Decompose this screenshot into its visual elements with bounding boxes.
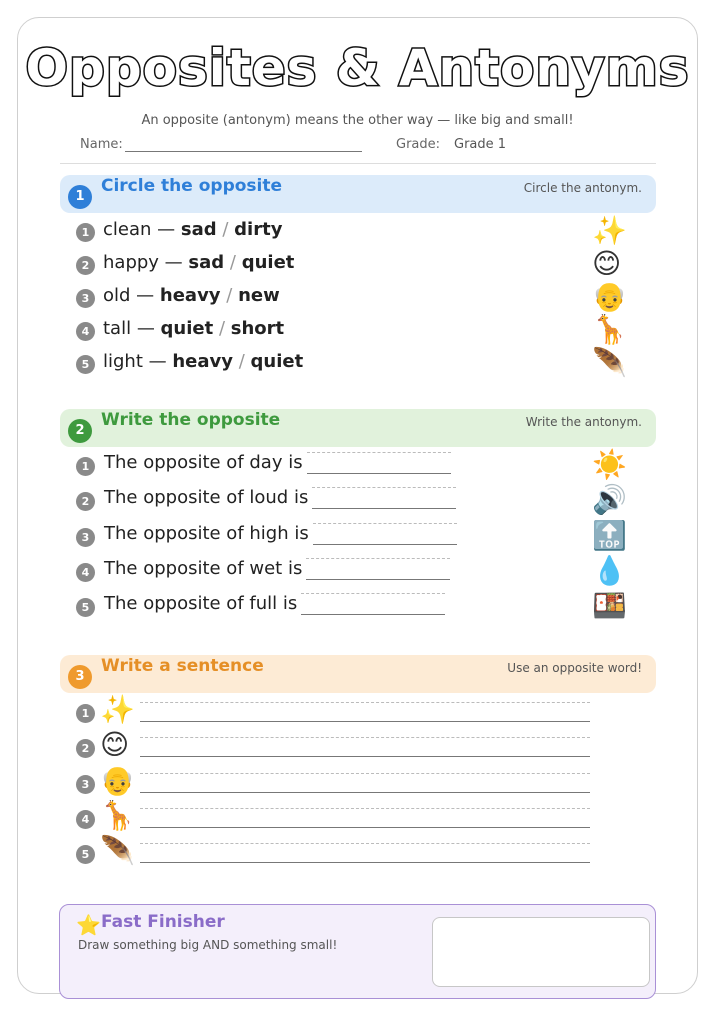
slash: / [229,252,236,273]
picture-icon: 🔝 [592,519,627,552]
slash: / [238,351,245,372]
grade-row [396,137,506,152]
fast-finisher-title: Fast Finisher [101,912,225,932]
slash: / [222,219,229,240]
prompt: The opposite of high is [104,523,309,544]
section-title: Write the opposite [101,410,281,430]
section-number: 1 [68,185,92,209]
list-item [74,589,664,626]
section-number: 2 [68,419,92,443]
item-number: 3 [76,775,95,794]
item-number: 3 [76,289,95,308]
drawing-area[interactable] [432,917,650,987]
page-title: Opposites & Antonyms [25,39,690,97]
picture-icon: 👴 [100,764,135,797]
answer-blank[interactable] [306,558,450,580]
picture-icon: 👴 [592,280,627,313]
name-row [80,137,362,152]
section-write-sentence-header [60,655,656,693]
answer-blank[interactable] [307,452,451,474]
item-number: 1 [76,457,95,476]
sentence-writing-line[interactable] [140,843,590,863]
picture-icon: 🪶 [592,346,627,379]
star-icon: ⭐ [76,913,101,937]
option-1[interactable]: heavy [159,285,221,306]
list-item [74,483,664,520]
dash: — [131,318,161,339]
option-2[interactable]: quiet [250,351,304,372]
slash: / [226,285,233,306]
item-number: 2 [76,256,95,275]
fast-finisher-description: Draw something big AND something small! [78,938,338,952]
option-1[interactable]: sad [180,219,217,240]
item-number: 4 [76,322,95,341]
header-divider [60,163,656,164]
word: tall [103,318,132,339]
word: old [103,285,131,306]
dash: — [142,351,173,372]
picture-icon: 💧 [592,554,627,587]
item-text [103,285,280,306]
picture-icon: 😊 [100,728,130,761]
word: happy [103,252,159,273]
option-2[interactable]: new [238,285,280,306]
slash: / [218,318,226,339]
word: light [103,351,143,372]
item-text [103,351,303,372]
prompt: The opposite of full is [104,593,298,614]
name-field[interactable] [125,137,362,152]
list-item [74,448,664,485]
picture-icon: ✨ [592,214,627,247]
list-item [74,214,664,247]
item-text [104,487,456,509]
list-item [74,728,594,767]
prompt: The opposite of day is [104,452,303,473]
answer-blank[interactable] [301,593,445,615]
name-label: Name: [80,137,123,152]
section-title: Circle the opposite [101,176,283,196]
item-number: 5 [76,845,95,864]
picture-icon: 🪶 [100,834,135,867]
item-number: 4 [76,563,95,582]
sentence-writing-line[interactable] [140,808,590,828]
page-subtitle: An opposite (antonym) means the other way — like big and small! [141,113,574,128]
option-2[interactable]: quiet [241,252,295,273]
sentence-writing-line[interactable] [140,773,590,793]
fast-finisher-box [59,904,656,999]
item-number: 2 [76,492,95,511]
section-number: 3 [68,665,92,689]
picture-icon: 🍱 [592,589,627,622]
picture-icon: ✨ [100,693,135,726]
section-write-opposite-header [60,409,656,447]
option-1[interactable]: sad [188,252,225,273]
item-number: 5 [76,598,95,617]
item-number: 2 [76,739,95,758]
list-item [74,799,594,838]
list-item [74,764,594,803]
list-item [74,346,664,379]
prompt: The opposite of loud is [104,487,309,508]
section-instruction: Write the antonym. [525,415,642,429]
section-instruction: Use an opposite word! [507,661,642,675]
answer-blank[interactable] [312,487,456,509]
item-text [103,318,284,339]
dash: — [158,252,189,273]
option-1[interactable]: quiet [160,318,214,339]
item-text [104,558,450,580]
item-number: 1 [76,223,95,242]
option-2[interactable]: short [230,318,285,339]
item-text [103,252,294,273]
sentence-writing-line[interactable] [140,737,590,757]
item-text [104,523,457,545]
dash: — [130,285,160,306]
sentence-writing-line[interactable] [140,702,590,722]
item-number: 1 [76,704,95,723]
section-title: Write a sentence [101,656,264,676]
item-number: 3 [76,528,95,547]
picture-icon: 😊 [592,247,622,280]
grade-label: Grade: [396,137,441,152]
answer-blank[interactable] [313,523,457,545]
item-text [104,452,451,474]
prompt: The opposite of wet is [104,558,303,579]
picture-icon: 🔊 [592,483,627,516]
grade-value: Grade 1 [454,137,507,152]
section-instruction: Circle the antonym. [523,181,642,195]
option-1[interactable]: heavy [172,351,233,372]
word: clean [103,219,152,240]
list-item [74,693,594,732]
list-item [74,280,664,313]
option-2[interactable]: dirty [234,219,283,240]
item-number: 5 [76,355,95,374]
list-item [74,834,594,873]
list-item [74,519,664,556]
picture-icon: ☀️ [592,448,627,481]
list-item [74,247,664,280]
list-item [74,554,664,591]
picture-icon: 🦒 [592,313,627,346]
dash: — [151,219,181,240]
list-item [74,313,664,346]
picture-icon: 🦒 [100,799,135,832]
item-text [104,593,445,615]
item-text [103,219,282,240]
section-circle-opposite-header [60,175,656,213]
item-number: 4 [76,810,95,829]
